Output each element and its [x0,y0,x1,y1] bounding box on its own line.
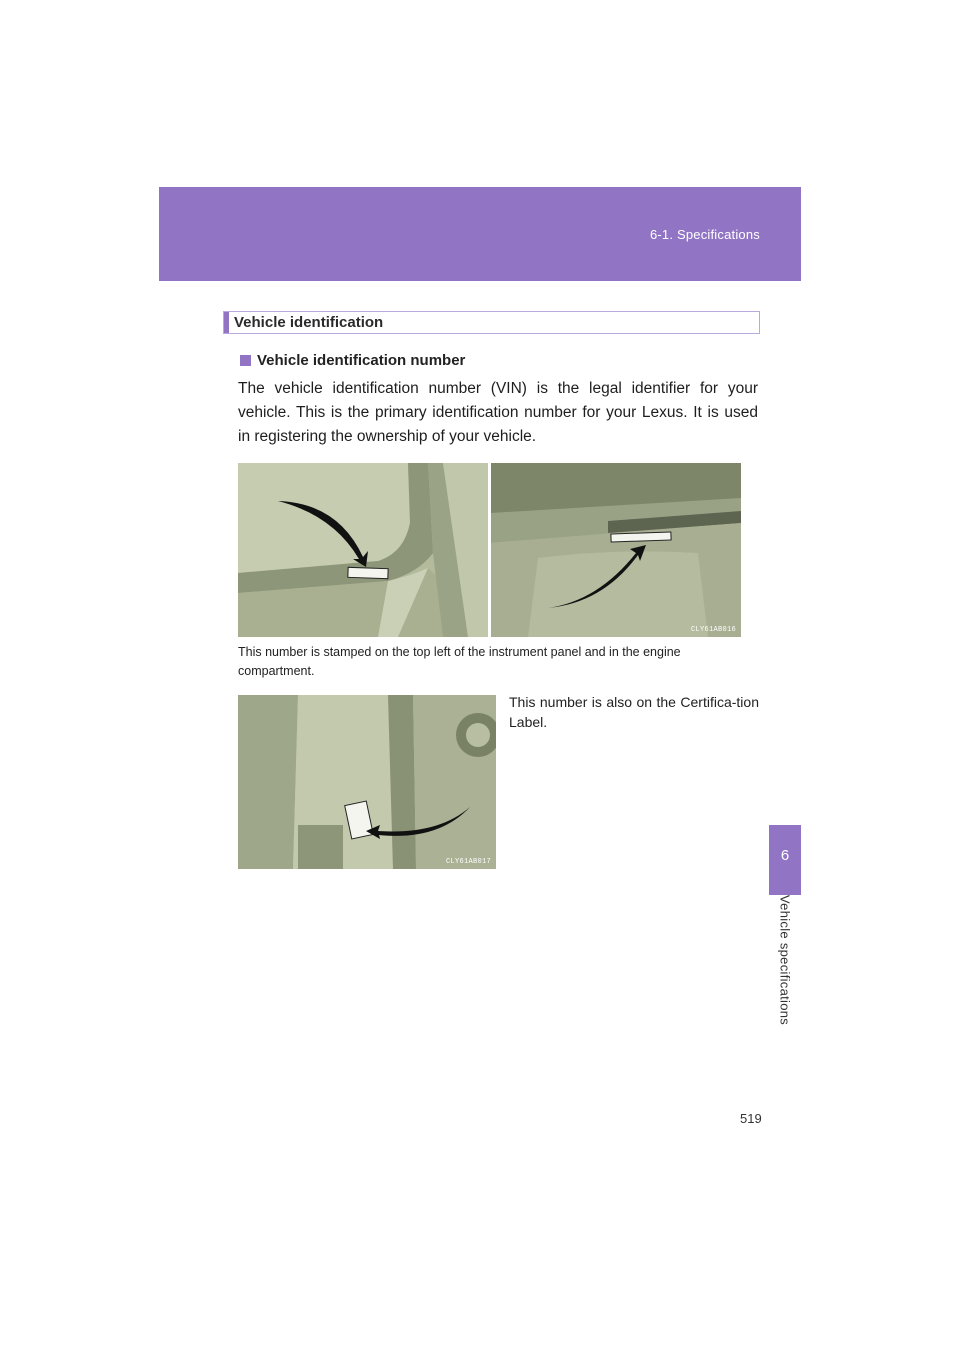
chapter-title: Vehicle specifications [777,894,793,1026]
certification-label-note: This number is also on the Certifica-tion Label. [509,694,759,730]
square-bullet-icon [240,355,251,366]
figure-code: CLY61AB016 [690,626,736,634]
heading-accent-bar [224,312,229,333]
subheading-text: Vehicle identification number [257,352,466,369]
header-band [159,187,801,281]
section-heading [223,311,760,334]
certification-label-figure [238,695,496,869]
subheading [240,352,465,369]
section-header-title: 6-1. Specifications [649,227,760,242]
door-jamb-illustration [238,695,496,869]
figure-caption: This number is stamped on the top left of the instrument panel and in the engine compartment. [238,645,681,678]
vin-location-illustration [238,463,741,637]
body-paragraph: The vehicle identification number (VIN) is the legal identifier for your vehicle. This is the primary identification number for your Lexus. It is used in registering the ownership of your vehicle. [238,380,758,445]
figure-code: CLY61AB017 [445,858,491,866]
chapter-number: 6 [780,847,790,864]
chapter-tab [769,825,801,895]
page-number: 519 [740,1111,762,1126]
section-heading-text: Vehicle identification [234,314,384,331]
vin-location-figure [238,463,741,637]
